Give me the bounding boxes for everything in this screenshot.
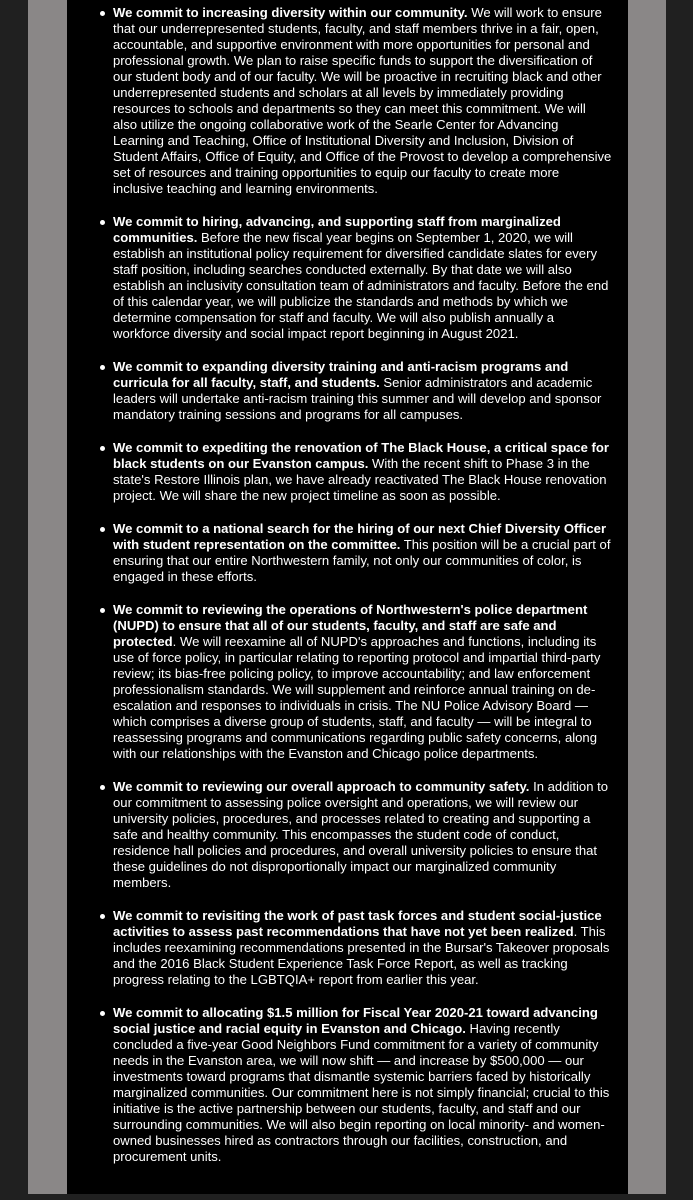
commitment-lead: We commit to revisiting the work of past task forces and student social-justice activities to assess past recommendations that have not yet been realized xyxy=(113,908,602,939)
commitment-body: We will work to ensure that our underrepresented students, faculty, and staff members thrive in a fair, open, accountable, and supportive environment with more opportunities for personal and professional growth. We plan to raise specific funds to support the diversification of our student body and of our faculty. We will be proactive in recruiting black and other underrepresented students and scholars at all levels by immediately providing resources to schools and departments so they can meet this commitment. We will also utilize the ongoing collaborative work of the Searle Center for Advancing Learning and Teaching, Office of Institutional Diversity and Inclusion, Division of Student Affairs, Office of Equity, and Office of the Provost to develop a comprehensive set of resources and training opportunities to equip our faculty to create more inclusive teaching and learning environments. xyxy=(113,5,612,196)
commitment-body: Before the new fiscal year begins on September 1, 2020, we will establish an institutional policy requirement for diversified candidate slates for every staff position, including searches conducted externally. By that date we will also establish an inclusivity consultation team of administrators and faculty. Before the end of this calendar year, we will publicize the standards and methods by which we determine compensation for staff and faculty. We will also publish annually a workforce diversity and social impact report beginning in August 2021. xyxy=(113,230,609,341)
commitment-body: With the recent shift to Phase 3 in the state's Restore Illinois plan, we have already reactivated The Black House renovation project. We will share the new project timeline as soon as possible. xyxy=(113,456,607,503)
commitment-item xyxy=(113,908,612,988)
commitment-lead: We commit to increasing diversity within our community. xyxy=(113,5,468,20)
right-gutter xyxy=(628,0,666,1194)
document-page xyxy=(67,0,628,1194)
commitment-item xyxy=(113,440,612,504)
commitment-item xyxy=(113,779,612,891)
commitment-lead: We commit to reviewing our overall approach to community safety. xyxy=(113,779,530,794)
commitment-body: . This includes reexamining recommendations presented in the Bursar's Takeover proposals and the 2016 Black Student Experience Task Force Report, as well as tracking progress relating to the LGBTQIA+ report from earlier this year. xyxy=(113,924,610,987)
commitment-body: In addition to our commitment to assessing police oversight and operations, we will review our university policies, procedures, and processes related to creating and supporting a safe and healthy community. This encompasses the student code of conduct, residence hall policies and procedures, and overall university policies to ensure that these guidelines do not disproportionally impact our marginalized community members. xyxy=(113,779,609,890)
commitment-lead: We commit to expediting the renovation of The Black House, a critical space for black students on our Evanston campus. xyxy=(113,440,609,471)
commitment-body: Having recently concluded a five-year Good Neighbors Fund commitment for a variety of community needs in the Evanston area, we will now shift — and increase by $500,000 — our investments toward programs that dismantle systemic barriers faced by historically marginalized communities. Our commitment here is not simply financial; crucial to this initiative is the active partnership between our students, faculty, and staff and our surrounding communities. We will also begin reporting on local minority- and women-owned businesses hired as contractors through our facilities, construction, and procurement units. xyxy=(113,1021,610,1164)
commitment-lead: We commit to a national search for the hiring of our next Chief Diversity Officer with student representation on the committee. xyxy=(113,521,607,552)
commitment-lead: We commit to expanding diversity training and anti-racism programs and curricula for all faculty, staff, and students. xyxy=(113,359,569,390)
commitment-lead: We commit to reviewing the operations of Northwestern's police department (NUPD) to ensure that all of our students, faculty, and staff are safe and protected xyxy=(113,602,588,649)
commitment-item xyxy=(113,1005,612,1165)
commitment-body: Senior administrators and academic leaders will undertake anti-racism training this summer and will develop and sponsor mandatory training sessions and programs for all campuses. xyxy=(113,375,602,422)
commitment-lead: We commit to hiring, advancing, and supporting staff from marginalized communities. xyxy=(113,214,561,245)
commitment-item xyxy=(113,521,612,585)
commitment-item xyxy=(113,359,612,423)
commitment-body: . We will reexamine all of NUPD's approaches and functions, including its use of force policy, in particular relating to reporting protocol and impartial third-party review; its bias-free policing policy, to improve accountability; and law enforcement professionalism standards. We will supplement and reinforce annual training on de-escalation and responses to individuals in crisis. The NU Police Advisory Board — which comprises a diverse group of students, staff, and faculty — will be integral to reassessing programs and communications regarding public safety concerns, along with our relationships with the Evanston and Chicago police departments. xyxy=(113,634,601,761)
commitment-item xyxy=(113,214,612,342)
commitment-body: This position will be a crucial part of ensuring that our entire Northwestern family, not only our communities of color, is engaged in these efforts. xyxy=(113,537,611,584)
commitment-lead: We commit to allocating $1.5 million for Fiscal Year 2020-21 toward advancing social justice and racial equity in Evanston and Chicago. xyxy=(113,1005,598,1036)
commitment-item xyxy=(113,602,612,762)
commitment-item xyxy=(113,5,612,197)
commitments-list xyxy=(67,0,628,1165)
left-gutter xyxy=(28,0,67,1194)
